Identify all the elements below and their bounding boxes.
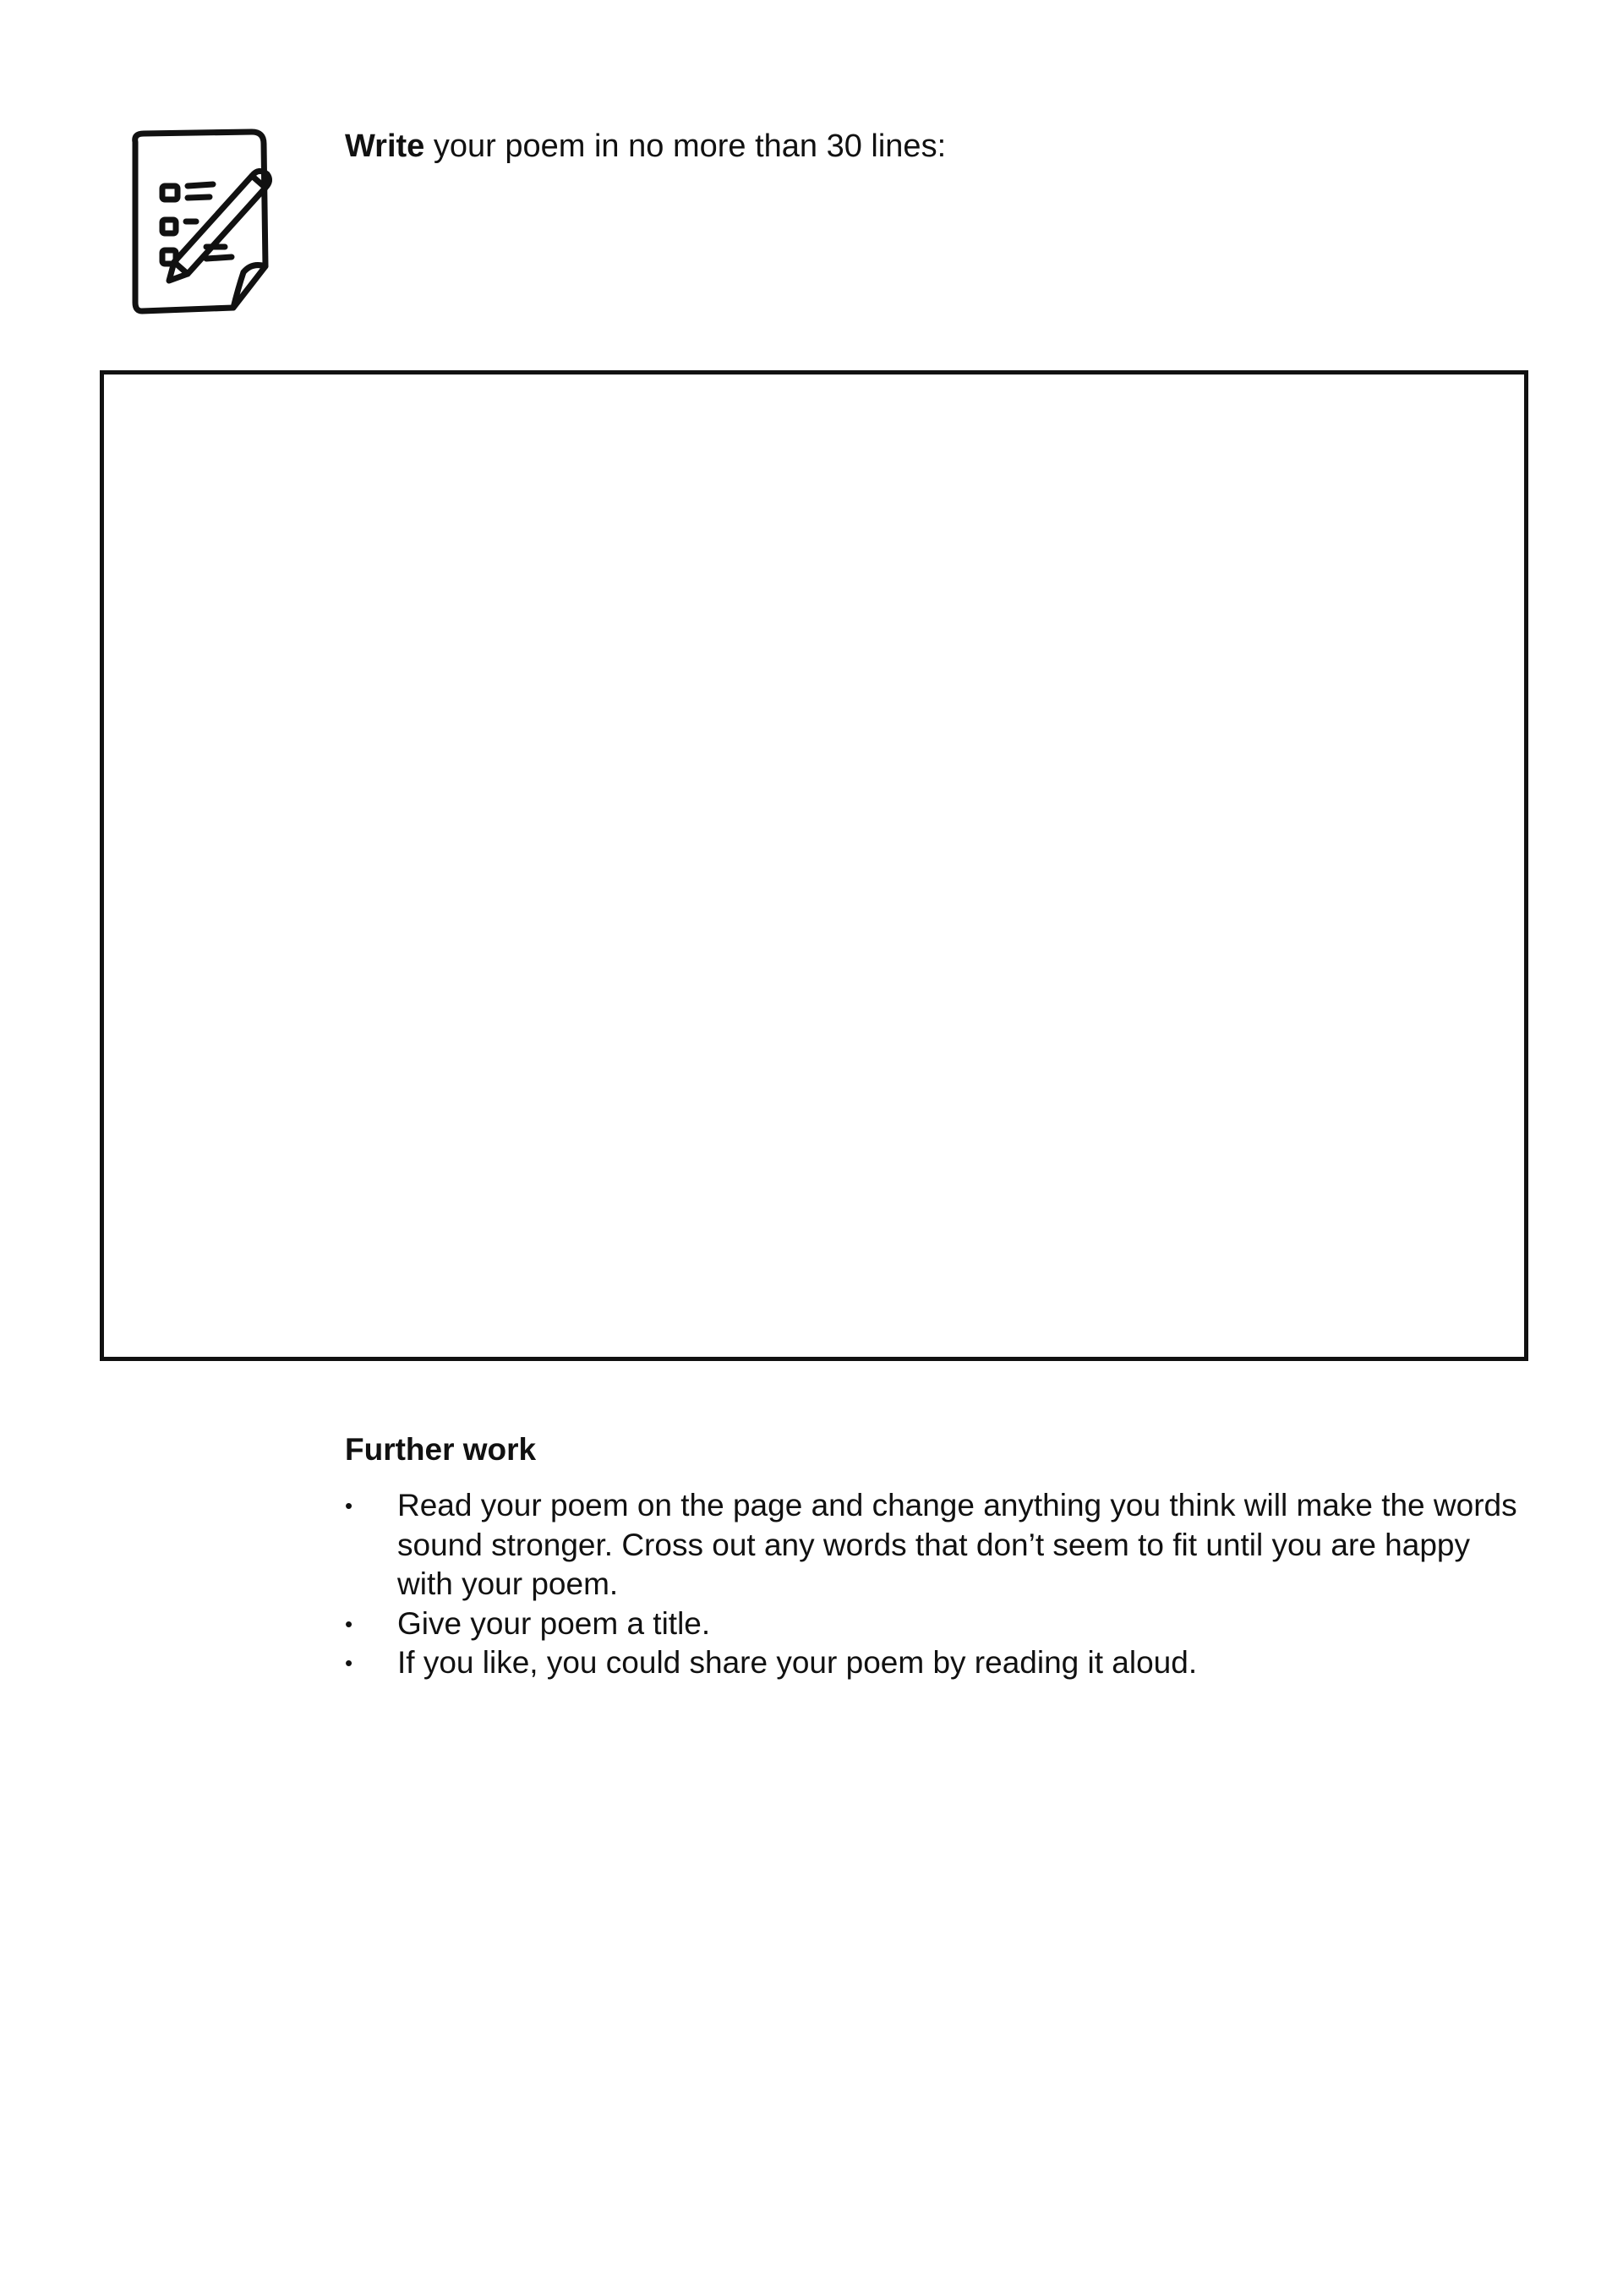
further-work-heading: Further work (345, 1432, 537, 1467)
list-item-text: If you like, you could share your poem by reading it aloud. (397, 1645, 1198, 1680)
list-item (345, 1643, 1528, 1683)
bullet-icon: • (345, 1650, 353, 1676)
bullet-icon: • (345, 1610, 353, 1637)
instruction-bold-word: Write (345, 128, 425, 164)
list-item-text: Read your poem on the page and change anything you think will make the words sound stronger. Cross out any words that don’t seem to fit until you are happy with your poem. (397, 1488, 1517, 1601)
poem-instruction (345, 125, 946, 167)
further-work-list (345, 1486, 1528, 1683)
bullet-icon: • (345, 1493, 353, 1518)
instruction-text: your poem in no more than 30 lines: (424, 128, 947, 164)
checklist-pencil-icon (125, 127, 286, 321)
list-item (345, 1486, 1528, 1604)
list-item-text: Give your poem a title. (397, 1605, 711, 1641)
poem-writing-box[interactable] (100, 370, 1528, 1361)
list-item (345, 1604, 1528, 1644)
